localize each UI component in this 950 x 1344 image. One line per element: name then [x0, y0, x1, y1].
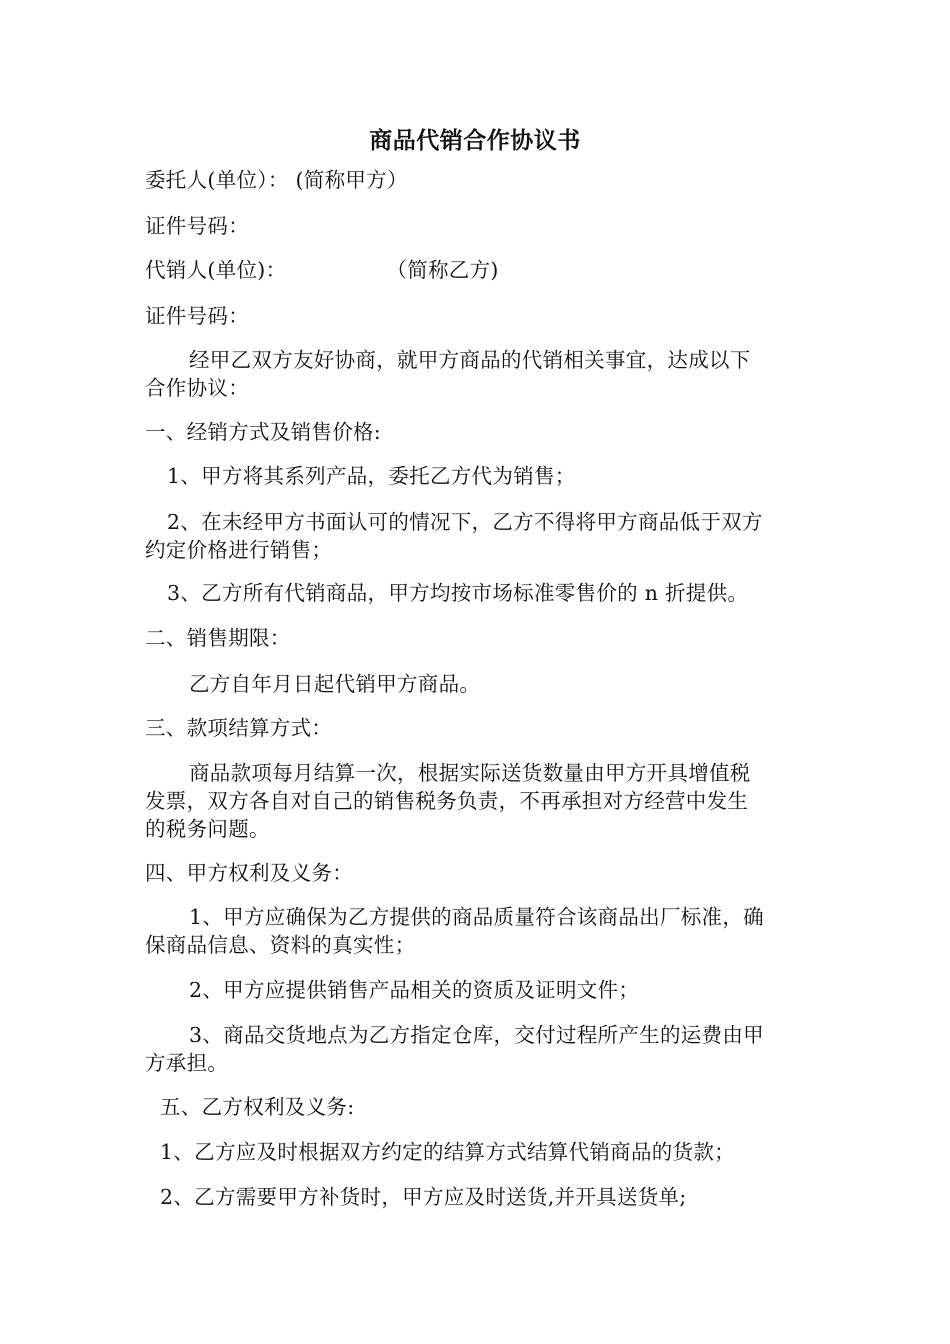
section3-line-1: 商品款项每月结算一次，根据实际送货数量由甲方开具增值税 — [189, 761, 751, 785]
agent-id-label: 证件号码： — [145, 304, 249, 328]
section1-item-1: 1、甲方将其系列产品，委托乙方代为销售； — [167, 464, 576, 488]
section1-item-2-line-1: 2、在未经甲方书面认可的情况下，乙方不得将甲方商品低于双方 — [167, 510, 763, 534]
section2-heading: 二、销售期限： — [145, 626, 291, 650]
section4-item-3-line-1: 3、商品交货地点为乙方指定仓库，交付过程所产生的运费由甲 — [189, 1023, 764, 1047]
section5-item-2: 2、乙方需要甲方补货时，甲方应及时送货,并开具送货单; — [160, 1185, 687, 1209]
section3-line-3: 的税务问题。 — [145, 817, 270, 841]
section1-heading: 一、经销方式及销售价格: — [145, 420, 382, 444]
section4-item-3-line-2: 方承担。 — [145, 1051, 229, 1075]
section5-item-1: 1、乙方应及时根据双方约定的结算方式结算代销商品的货款； — [160, 1140, 735, 1164]
section5-heading: 五、乙方权利及义务: — [160, 1095, 355, 1119]
principal-id-label: 证件号码： — [145, 214, 249, 238]
section4-item-2: 2、甲方应提供销售产品相关的资质及证明文件； — [189, 978, 640, 1002]
document-title: 商品代销合作协议书 — [369, 127, 581, 154]
section1-item-2-line-2: 约定价格进行销售； — [145, 538, 333, 562]
principal-line — [145, 165, 408, 195]
agent-short-name: （简称乙方) — [386, 258, 499, 282]
section3-line-2: 发票，双方各自对自己的销售税务负责，不再承担对方经营中发生 — [145, 789, 749, 813]
section4-item-1-line-2: 保商品信息、资料的真实性； — [145, 933, 416, 957]
agent-line — [145, 255, 499, 285]
section4-item-1-line-1: 1、甲方应确保为乙方提供的商品质量符合该商品出厂标准，确 — [189, 905, 764, 929]
principal-short-name: (简称甲方） — [295, 168, 408, 192]
intro-line-1: 经甲乙双方友好协商，就甲方商品的代销相关事宜，达成以下 — [189, 348, 751, 372]
section1-item-3: 3、乙方所有代销商品，甲方均按市场标准零售价的 n 折提供。 — [167, 581, 749, 605]
principal-label: 委托人(单位）： — [145, 168, 289, 192]
section2-body: 乙方自年月日起代销甲方商品。 — [189, 672, 481, 696]
agent-label: 代销人(单位)： — [145, 258, 287, 282]
section4-heading: 四、甲方权利及义务： — [145, 861, 353, 885]
section3-heading: 三、款项结算方式： — [145, 716, 333, 740]
intro-line-2: 合作协议： — [145, 376, 249, 400]
